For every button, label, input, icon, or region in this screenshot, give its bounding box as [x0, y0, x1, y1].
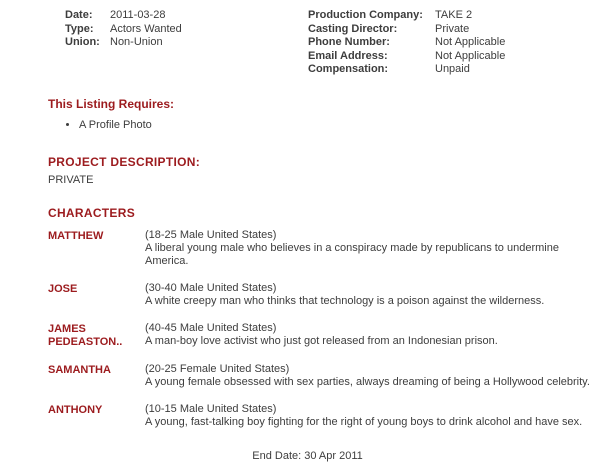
character-info — [145, 363, 595, 389]
characters-section — [0, 206, 615, 429]
character-name: JOSE — [48, 282, 78, 295]
email-address-label: Email Address: — [308, 49, 388, 62]
union-label: Union: — [65, 36, 100, 48]
character-spec: (18-25 Male United States) — [145, 228, 277, 241]
date-label: Date: — [65, 9, 93, 21]
characters-heading: CHARACTERS — [48, 205, 135, 220]
character-row — [48, 363, 595, 389]
detail-row-casting-director — [308, 23, 505, 37]
compensation-label: Compensation: — [308, 63, 389, 75]
project-description-section — [0, 155, 615, 187]
project-description-value: PRIVATE — [48, 173, 94, 186]
production-company-value: TAKE 2 — [435, 9, 473, 21]
type-value: Actors Wanted — [110, 22, 182, 35]
characters-table — [48, 229, 595, 429]
detail-row-compensation — [308, 63, 505, 77]
character-row — [48, 322, 595, 349]
project-description-heading: PROJECT DESCRIPTION: — [48, 154, 201, 169]
requirement-item: • A Profile Photo — [79, 118, 595, 132]
character-description: A young female obsessed with sex parties, always dreaming of being a Hollywood celebrity. — [145, 375, 590, 388]
character-info — [145, 282, 595, 308]
character-description: A young, fast-talking boy fighting for the right of young boys to drink alcohol and have sex. — [145, 415, 583, 428]
phone-number-value: Not Applicable — [435, 36, 506, 48]
email-address-value: Not Applicable — [435, 49, 506, 62]
character-name: ANTHONY — [48, 403, 103, 416]
requirements-list — [48, 118, 595, 132]
character-name: MATTHEW — [48, 229, 104, 242]
union-value: Non-Union — [110, 36, 163, 48]
character-description: A man-boy love activist who just got released from an Indonesian prison. — [145, 334, 498, 347]
character-info — [145, 229, 595, 268]
detail-row-email-address — [308, 50, 505, 64]
character-row — [48, 229, 595, 268]
character-description: A liberal young male who believes in a conspiracy made by republicans to undermine America. — [145, 241, 559, 267]
details-left-column — [65, 9, 308, 77]
detail-row-date — [65, 9, 308, 23]
casting-director-value: Private — [435, 22, 470, 35]
character-spec: (20-25 Female United States) — [145, 362, 290, 375]
compensation-value: Unpaid — [435, 63, 470, 75]
end-date: End Date: 30 Apr 2011 — [252, 449, 363, 462]
character-description: A white creepy man who thinks that technology is a poison against the wilderness. — [145, 294, 545, 307]
phone-number-label: Phone Number: — [308, 36, 390, 48]
casting-director-label: Casting Director: — [308, 22, 398, 35]
details-right-column — [308, 9, 505, 77]
date-value: 2011-03-28 — [110, 9, 166, 21]
detail-row-phone-number — [308, 36, 505, 50]
detail-row-union — [65, 36, 308, 50]
listing-details — [0, 9, 615, 77]
character-spec: (30-40 Male United States) — [145, 281, 277, 294]
production-company-label: Production Company: — [308, 9, 423, 21]
character-name: JAMES PEDEASTON.. — [48, 322, 123, 348]
character-row — [48, 403, 595, 429]
character-spec: (40-45 Male United States) — [145, 321, 277, 334]
character-info — [145, 322, 595, 349]
detail-row-production-company — [308, 9, 505, 23]
character-name: SAMANTHA — [48, 363, 111, 376]
character-info — [145, 403, 595, 429]
detail-row-type — [65, 23, 308, 37]
character-row — [48, 282, 595, 308]
type-label: Type: — [65, 22, 94, 35]
character-spec: (10-15 Male United States) — [145, 402, 277, 415]
requirements-section — [0, 97, 615, 132]
requirements-heading: This Listing Requires: — [48, 96, 175, 111]
